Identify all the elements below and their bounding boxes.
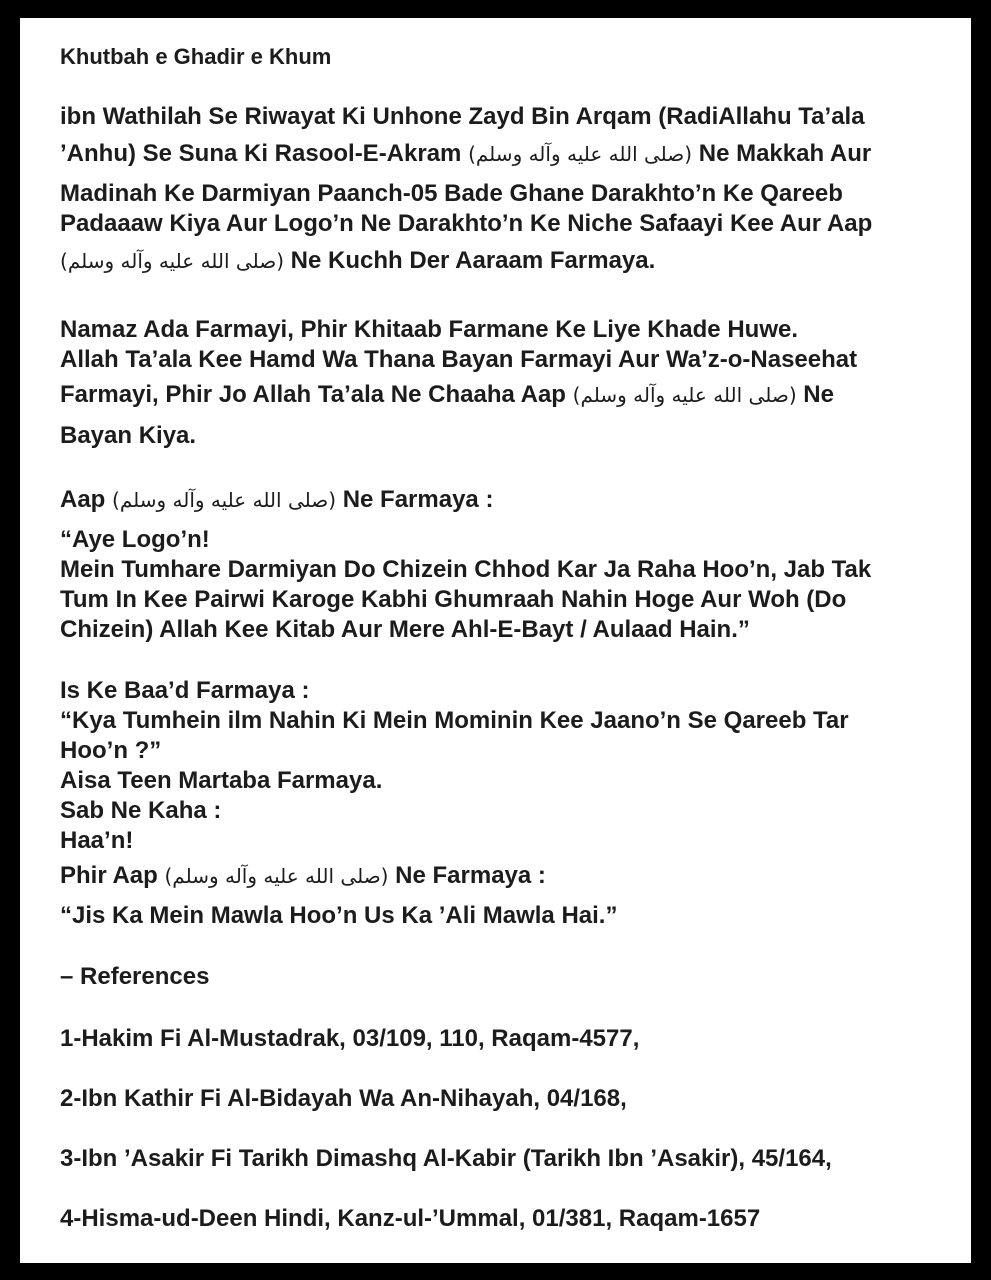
para2-line2: Allah Ta’ala Kee Hamd Wa Thana Bayan Farmayi Aur Wa’z-o-Naseehat [60,346,858,373]
para3-line1-b: Ne Farmaya : [336,486,494,513]
para2-line3 [60,380,834,410]
para1-line3: Madinah Ke Darmiyan Paanch-05 Bade Ghane Darakhto’n Ke Qareeb [60,180,843,207]
salawat-arabic: (صلى الله عليه وآله وسلم) [164,864,389,888]
para4-line6: Haa’n! [60,827,134,854]
para1-line1: ibn Wathilah Se Riwayat Ki Unhone Zayd Bin Arqam (RadiAllahu Ta’ala [60,103,865,130]
para4-line3: Hoo’n ?” [60,737,162,764]
document-page [20,18,971,1263]
references-heading: – References [60,963,210,990]
reference-item: 1-Hakim Fi Al-Mustadrak, 03/109, 110, Raqam-4577, [60,1025,640,1052]
para3-line1-a: Aap [60,486,113,513]
para2-line3-a: Farmayi, Phir Jo Allah Ta’ala Ne Chaaha Aap [60,381,573,408]
reference-item: 2-Ibn Kathir Fi Al-Bidayah Wa An-Nihayah, 04/168, [60,1085,627,1112]
para1-line2-a: ’Anhu) Se Suna Ki Rasool-E-Akram [60,140,469,167]
para4-line5: Sab Ne Kaha : [60,797,222,824]
para1-line5-b: Ne Kuchh Der Aaraam Farmaya. [284,247,656,274]
para3-line1 [60,485,493,515]
para4-line7 [60,861,546,891]
para3-line3: Mein Tumhare Darmiyan Do Chizein Chhod Kar Ja Raha Hoo’n, Jab Tak [60,556,872,583]
para4-line7-b: Ne Farmaya : [388,862,546,889]
para2-line4: Bayan Kiya. [60,422,197,449]
para1-line2 [60,139,871,169]
para3-line4: Tum In Kee Pairwi Karoge Kabhi Ghumraah Nahin Hoge Aur Woh (Do [60,586,847,613]
para1-line5 [60,246,655,276]
para1-line4: Padaaaw Kiya Aur Logo’n Ne Darakhto’n Ke Niche Safaayi Kee Aur Aap [60,210,873,237]
salawat-arabic: (صلى الله عليه وآله وسلم) [60,249,285,273]
para4-line7-a: Phir Aap [60,862,165,889]
salawat-arabic: (صلى الله عليه وآله وسلم) [112,488,337,512]
document-title: Khutbah e Ghadir e Khum [60,44,332,69]
para2-line1: Namaz Ada Farmayi, Phir Khitaab Farmane Ke Liye Khade Huwe. [60,316,798,343]
para3-line5: Chizein) Allah Kee Kitab Aur Mere Ahl-E-Bayt / Aulaad Hain.” [60,616,750,643]
reference-item: 3-Ibn ’Asakir Fi Tarikh Dimashq Al-Kabir (Tarikh Ibn ’Asakir), 45/164, [60,1145,832,1172]
para4-line4: Aisa Teen Martaba Farmaya. [60,767,383,794]
para4-line1: Is Ke Baa’d Farmaya : [60,677,310,704]
para2-line3-b: Ne [796,381,834,408]
salawat-arabic: (صلى الله عليه وآله وسلم) [468,142,693,166]
para4-line2: “Kya Tumhein ilm Nahin Ki Mein Mominin Kee Jaano’n Se Qareeb Tar [60,707,849,734]
reference-item: 4-Hisma-ud-Deen Hindi, Kanz-ul-’Ummal, 01/381, Raqam-1657 [60,1205,761,1232]
para4-line8: “Jis Ka Mein Mawla Hoo’n Us Ka ’Ali Mawla Hai.” [60,902,618,929]
salawat-arabic: (صلى الله عليه وآله وسلم) [572,383,797,407]
para3-line2: “Aye Logo’n! [60,526,210,553]
para1-line2-b: Ne Makkah Aur [692,140,872,167]
